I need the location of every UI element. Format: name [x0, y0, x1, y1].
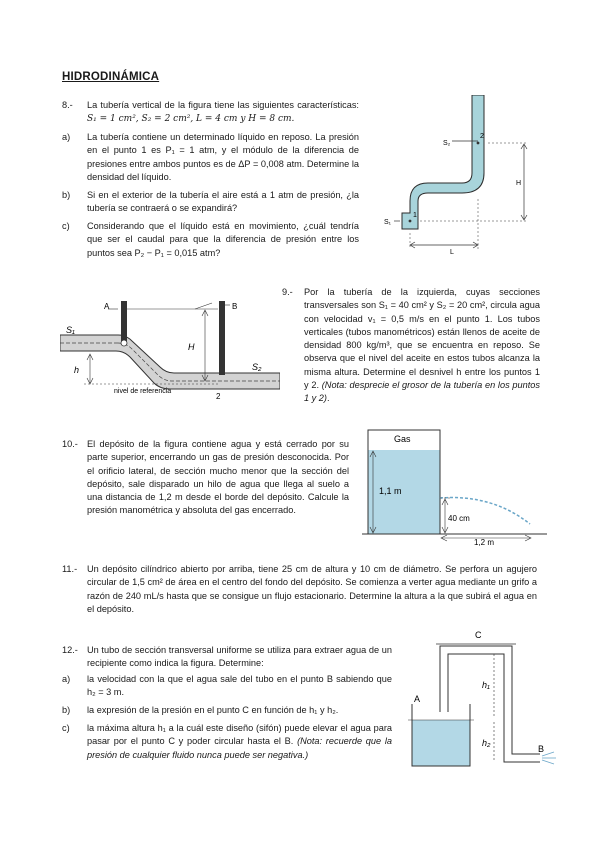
problem-11-text: Un depósito cilíndrico abierto por arriba, tiene 25 cm de altura y 10 cm de diámetro. Se perfora un agujero circular de 1,5 cm² de área en el centro del fondo del depósito. Se comienza a verter agua mediante un grifo a razón de 240 mL/s hasta que se consigue un flujo estacionario. Determine la altura a la que subirá el agua en el depósito. — [87, 564, 537, 614]
problem-11-number: 11.- — [62, 564, 78, 574]
problem-9-body: Por la tubería de la izquierda, cuyas secciones transversales son S₁ = 40 cm² y S₂ = 20 cm², circula agua con velocidad v₁ = 0,5 m/s en el punto 1. Los tubos verticales (tubos manométricos) están llenos de aceite de densidad 800 kg/m³, que se encuentra en reposo. Se observa que el nivel del aceite en estos tubos alcanza la misma altura. Determine el desnivel h entre los puntos 1 y 2. — [304, 287, 540, 391]
problem-9-figure — [60, 295, 280, 407]
fig9-label-2: 2 — [216, 392, 221, 401]
problem-8-intro-text: La tubería vertical de la figura tiene las siguientes características: — [87, 100, 359, 110]
fig12-label-b: B — [538, 744, 545, 754]
page-title: HIDRODINÁMICA — [62, 71, 160, 83]
fig12-label-a: A — [414, 694, 421, 704]
problem-8-intro — [87, 99, 359, 127]
fig8-label-l: L — [450, 249, 454, 255]
fig9-label-a: A — [104, 302, 110, 311]
fig10-label-distance: 1,2 m — [474, 538, 495, 546]
problem-8a-label: a) — [62, 132, 71, 142]
fig12-label-h2: h₂ — [482, 738, 491, 748]
problem-9-note: (Nota: desprecie el grosor de la tubería en los puntos 1 y 2) — [304, 380, 540, 404]
fig10-label-hole-height: 40 cm — [448, 514, 470, 523]
problem-12-figure — [408, 628, 568, 778]
problem-10-text: El depósito de la figura contiene agua y está cerrado por su parte superior, encerrando un gas de presión desconocida. Por el orificio lateral, de sección mucho menor que la sección del depósito, sale disparado un hilo de agua que llega al suelo a una distancia de 1,2 m desde el borde del depósito. Calcule la presión manométrica y absoluta del gas encerrado. — [87, 439, 349, 516]
fig10-label-height-water: 1,1 m — [379, 486, 402, 496]
problem-12c-body: la máxima altura h₁ a la cuál este diseño (sifón) puede elevar el agua para pasar por el punto C y poder circular hasta el B. — [87, 723, 392, 747]
problem-9-end: . — [326, 393, 330, 404]
fig9-label-reference: nivel de referencia — [114, 388, 172, 395]
fig8-label-s2: S₂ — [443, 140, 451, 147]
problem-8b-label: b) — [62, 190, 71, 200]
problem-12a-text: la velocidad con la que el agua sale del tubo en el punto B sabiendo que h₂ = 3 m. — [87, 674, 392, 698]
problem-12a-label: a) — [62, 674, 71, 684]
fig9-label-s1: S₁ — [66, 325, 75, 335]
fig9-label-h-big: H — [188, 342, 195, 352]
problem-10-figure — [362, 428, 547, 546]
problem-8c-label: c) — [62, 221, 70, 231]
problem-8b-text: Si en el exterior de la tubería el aire está a 1 atm de presión, ¿la tubería se contraerá o se expandirá? — [87, 190, 359, 214]
fig9-label-b: B — [232, 302, 238, 311]
problem-9-number: 9.- — [282, 287, 293, 297]
point-2-marker — [477, 142, 480, 145]
problem-12b-text: la expresión de la presión en el punto C en función de h₁ y h₂. — [87, 705, 339, 715]
problem-8-figure — [380, 95, 550, 255]
problem-12c-note: (Nota: recuerde que la presión de cualquier fluido nunca puede ser negativa.) — [87, 736, 393, 760]
fig10-label-gas: Gas — [394, 434, 411, 444]
problem-12-number: 12.- — [62, 645, 78, 655]
fig12-label-h1: h₁ — [482, 680, 490, 690]
fig8-label-h: H — [516, 180, 522, 187]
fig9-label-h-small: h — [74, 365, 80, 375]
problem-9-text — [304, 286, 540, 406]
fig9-label-s2: S₂ — [252, 362, 262, 372]
fig12-label-c: C — [475, 630, 482, 640]
fig8-label-s1: S₁ — [384, 219, 392, 226]
problem-8-number: 8.- — [62, 100, 73, 110]
fig8-label-1: 1 — [413, 212, 417, 219]
fig8-label-2: 2 — [480, 133, 484, 140]
point-1-marker — [121, 340, 127, 346]
problem-12c-label: c) — [62, 723, 70, 733]
problem-12-text: Un tubo de sección transversal uniforme se utiliza para extraer agua de un recipiente como indica la figura. Determine: — [87, 645, 392, 669]
problem-8-values: S₁ = 1 cm², S₂ = 2 cm², L = 4 cm y H = 8 cm. — [87, 114, 295, 125]
problem-10-number: 10.- — [62, 439, 78, 449]
problem-12b-label: b) — [62, 705, 71, 715]
problem-8a-text: La tubería contiene un determinado líquido en reposo. La presión en el punto 1 es P₁ = 1 atm, y el módulo de la diferencia de presiones entre ambos puntos es de ΔP = 0,008 atm. Determine la densidad del líquido. — [87, 132, 359, 182]
point-1-marker — [409, 220, 412, 223]
problem-12c-text — [87, 722, 392, 762]
problem-8c-text: Considerando que el líquido está en movimiento, ¿cuál tendría que ser el caudal para que la diferencia de presión entre los puntos sea P₂ − P₁ = 0,015 atm? — [87, 221, 359, 258]
